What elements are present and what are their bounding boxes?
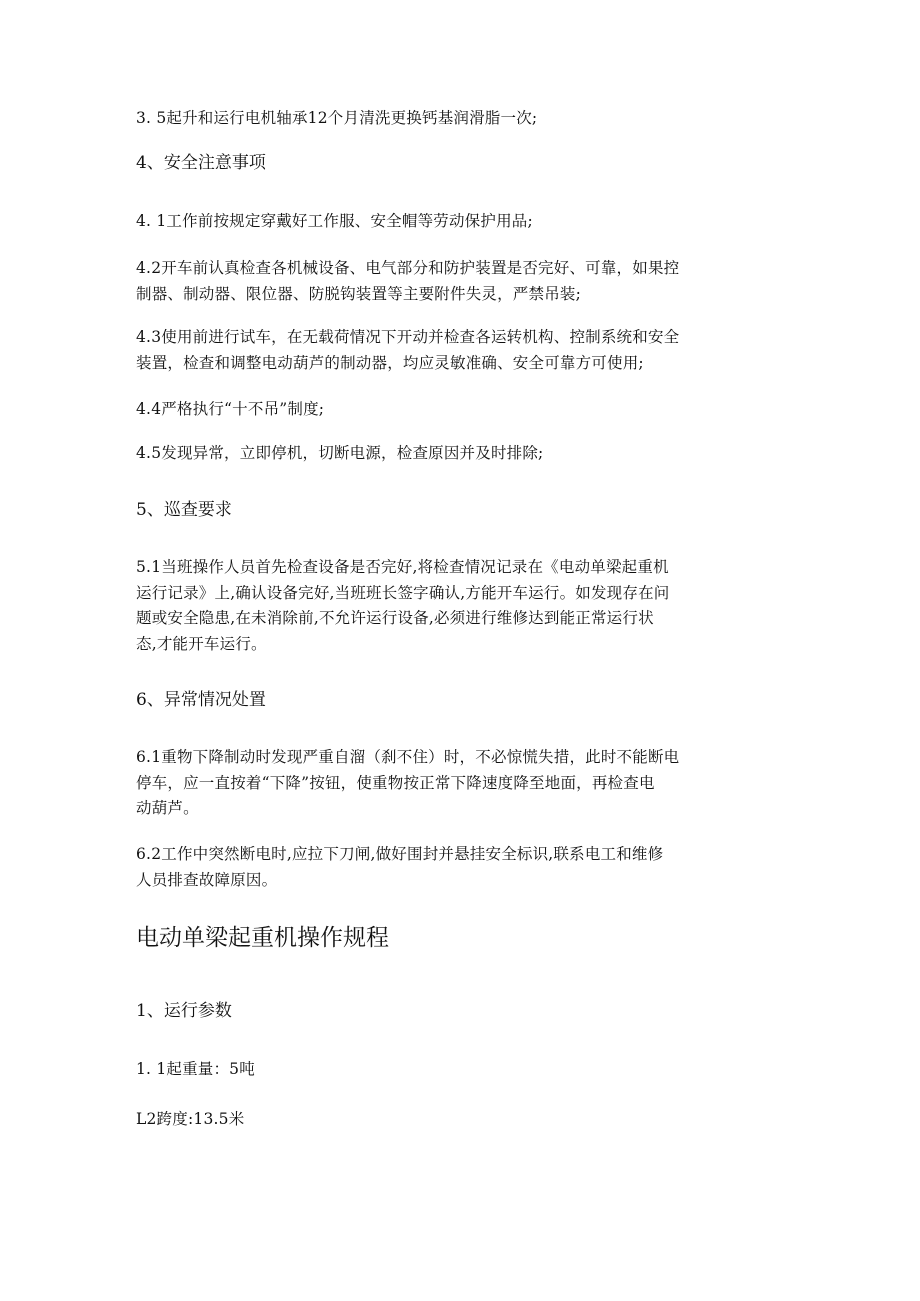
document-title: 电动单梁起重机操作规程 [136,925,389,951]
item-6-1-line: 动葫芦。 [136,799,199,817]
item-6-1 [136,745,786,822]
item-6-2-line: 人员排查故障原因。 [136,870,278,889]
item-1-2: L2跨度:13.5米 [136,1110,245,1128]
item-6-1-line: 6.1重物下降制动时发现严重自溜（刹不住）时，不必惊慌失措，此时不能断电 [136,748,680,766]
item-5-1-line: 运行记录》上,确认设备完好,当班班长签字确认,方能开车运行。如发现存在问 [136,583,670,602]
item-5-1-line: 5.1当班操作人员首先检查设备是否完好,将检查情况记录在《电动单梁起重机 [136,558,669,576]
item-5-1-line: 态,才能开车运行。 [136,634,267,653]
section-1-heading: 1、运行参数 [136,1001,232,1021]
section-6-heading: 6、异常情况处置 [136,690,266,710]
item-4-3-line: 装置，检查和调整电动葫芦的制动器，均应灵敏准确、安全可靠方可使用; [136,353,644,372]
item-4-2-line: 4.2开车前认真检查各机械设备、电气部分和防护装置是否完好、可靠，如果控 [136,259,680,277]
section-4-heading: 4、安全注意事项 [136,153,266,173]
item-4-3-line: 4.3使用前进行试车，在无载荷情况下开动并检查各运转机构、控制系统和安全 [136,328,680,346]
item-5-1 [136,555,786,657]
item-1-1: 1. 1起重量：5吨 [136,1060,255,1078]
item-6-1-line: 停车，应一直按着“下降”按钮，使重物按正常下降速度降至地面，再检查电 [136,773,655,792]
item-4-2 [136,256,786,307]
item-3-5: 3. 5起升和运行电机轴承12个月清洗更换钙基润滑脂一次; [136,109,538,127]
section-5-heading: 5、巡查要求 [136,500,232,520]
item-6-2 [136,842,786,893]
item-4-2-line: 制器、制动器、限位器、防脱钩装置等主要附件失灵，严禁吊装; [136,284,582,303]
item-4-5: 4.5发现异常，立即停机，切断电源，检查原因并及时排除; [136,444,544,462]
item-4-3 [136,325,786,376]
item-6-2-line: 6.2工作中突然断电时,应拉下刀闸,做好围封并悬挂安全标识,联系电工和维修 [136,845,664,863]
item-5-1-line: 题或安全隐患,在未消除前,不允许运行设备,必须进行维修达到能正常运行状 [136,609,654,627]
item-4-4: 4.4严格执行“十不吊”制度; [136,400,325,418]
item-4-1: 4. 1工作前按规定穿戴好工作服、安全帽等劳动保护用品; [136,212,533,230]
